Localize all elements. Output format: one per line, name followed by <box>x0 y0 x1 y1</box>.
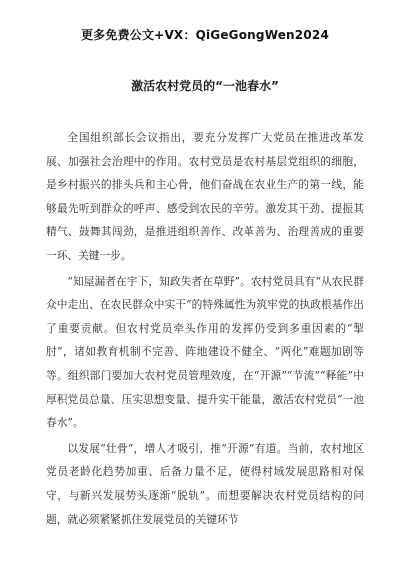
document-body <box>46 126 364 526</box>
promo-banner: 更多免费公文+VX：QiGeGongWen2024 <box>80 28 329 42</box>
document-title: 激活农村党员的“一池春水” <box>131 79 279 93</box>
paragraph: 全国组织部长会议指出，要充分发挥广大党员在推进改革发展、加强社会治理中的作用。农村党员是农村基层党组织的细胞，是乡村振兴的排头兵和主心骨，他们奋战在农业生产的第一线，能够最先听到群众的呼声、感受到农民的辛劳。激发其干劲、提振其精气、鼓舞其闯劲，是推进组织善作、改革善为、治理善成的重要一环、关键一步。 <box>46 131 364 262</box>
paragraph: “知屋漏者在宇下，知政失者在草野”。农村党员具有“从农民群众中走出、在农民群众中实干”的特殊属性为筑牢党的执政根基作出了重要贡献。但农村党员牵头作用的发挥仍受到多重因素的“掣肘”，诸如教育机制不完善、阵地建设不健全、“两化”难题加剧等等。组织部门要加大农村党员管理效度，在“开源”“节流”“释能”中厚积党员总量、压实思想变量、提升实干能量，激活农村党员“一池春水”。 <box>46 274 364 430</box>
paragraph: 以发展“壮骨”，增人才吸引，推“开源”有道。当前，农村地区党员老龄化趋势加重、后备力量不足，使得村域发展思路相对保守，与新兴发展势头逐渐“脱轨”。而想要解决农村党员结构的问题，就必须紧紧抓住发展党员的关键环节 <box>46 441 364 526</box>
